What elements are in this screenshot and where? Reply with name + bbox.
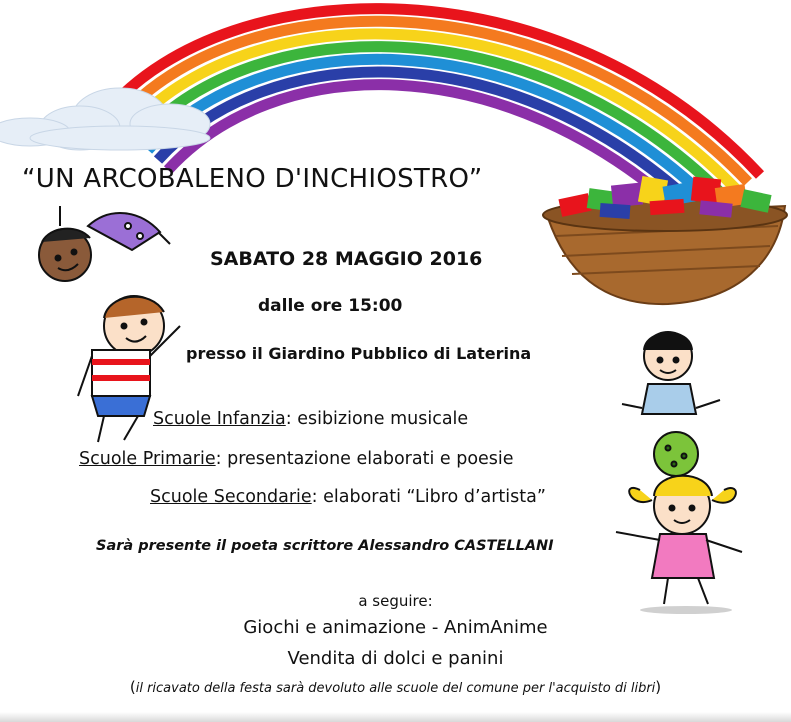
- children-stack-illustration: [616, 332, 742, 614]
- event-date: SABATO 28 MAGGIO 2016: [210, 248, 483, 270]
- following-games: Giochi e animazione - AnimAnime: [243, 617, 548, 638]
- following-sales: Vendita di dolci e panini: [287, 648, 504, 669]
- proceeds-note: [0, 678, 791, 696]
- school-infanzia-text: : esibizione musicale: [285, 409, 469, 429]
- event-title: “UN ARCOBALENO D'INCHIOSTRO”: [22, 164, 483, 194]
- school-infanzia-line: [153, 409, 468, 429]
- bottom-divider: [0, 712, 791, 722]
- note-open-paren: (: [129, 678, 136, 696]
- school-secondarie-label: Scuole Secondarie: [150, 487, 312, 507]
- school-primarie-label: Scuole Primarie: [79, 449, 216, 469]
- event-place: presso il Giardino Pubblico di Laterina: [186, 344, 532, 363]
- note-close-paren: ): [655, 678, 662, 696]
- note-text: il ricavato della festa sarà devoluto alle scuole del comune per l'acquisto di libri: [135, 681, 656, 696]
- school-infanzia-label: Scuole Infanzia: [153, 409, 286, 429]
- following-intro: a seguire:: [358, 592, 433, 610]
- school-primarie-text: : presentazione elaborati e poesie: [215, 449, 514, 469]
- child-flying-illustration: [39, 206, 170, 281]
- event-time: dalle ore 15:00: [258, 296, 403, 316]
- school-primarie-line: [79, 449, 514, 469]
- book-basket-illustration: [543, 176, 787, 304]
- school-secondarie-line: [150, 487, 546, 507]
- school-secondarie-text: : elaborati “Libro d’artista”: [311, 487, 546, 507]
- poet-announcement: Sarà presente il poeta scrittore Alessandro CASTELLANI: [96, 538, 554, 554]
